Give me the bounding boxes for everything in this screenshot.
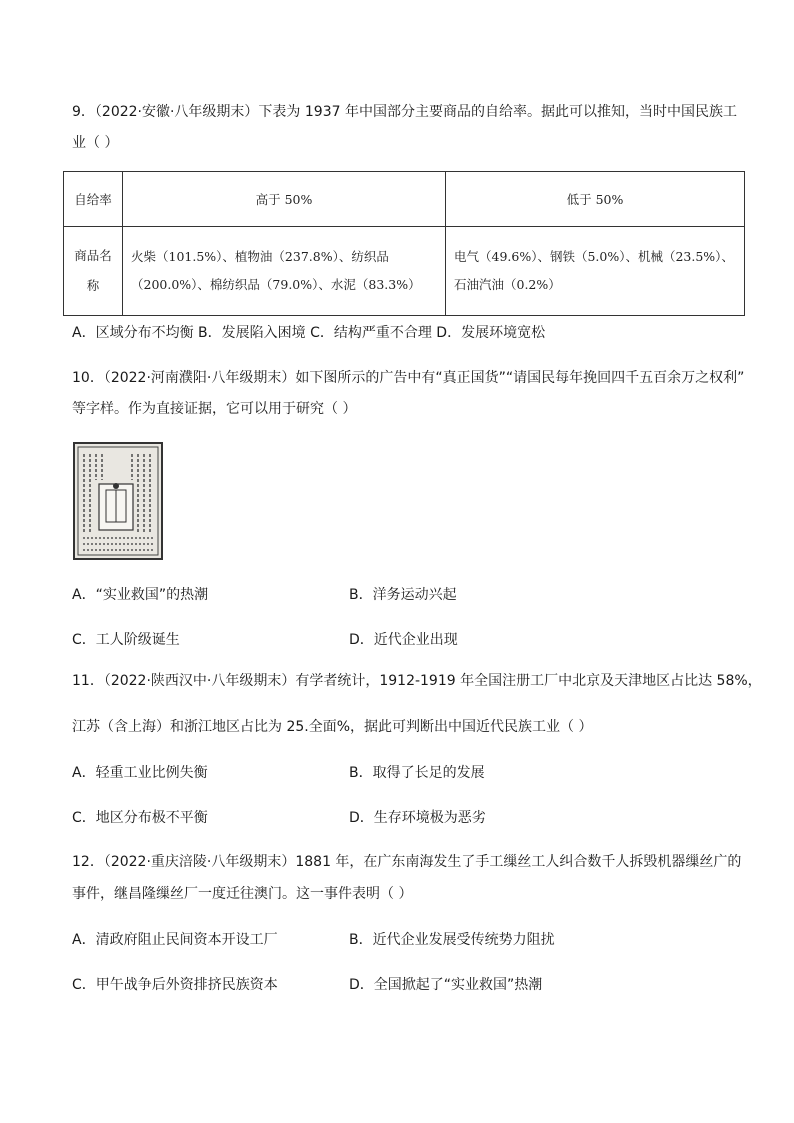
row-label-line-1: 商品名 xyxy=(74,248,112,263)
table-cell-high xyxy=(123,227,446,316)
q10-option-d: D．近代企业出现 xyxy=(349,632,458,648)
q9-options: A．区域分布不均衡 B．发展陷入困境 C．结构严重不合理 D．发展环境宽松 xyxy=(72,325,546,341)
q9-table xyxy=(63,171,745,316)
low-line-1: 电气（49.6%）、钢铁（5.0%）、机械（23.5%）、 xyxy=(454,249,734,264)
q10-option-c: C．工人阶级诞生 xyxy=(72,632,180,648)
q9-stem-line-1: 9．（2022·安徽·八年级期末）下表为 1937 年中国部分主要商品的自给率。据此可以推知，当时中国民族工 xyxy=(72,104,737,120)
q12-option-b: B．近代企业发展受传统势力阻扰 xyxy=(349,932,555,948)
q12-stem-line-2: 事件，继昌隆缫丝厂一度迁往澳门。这一事件表明（ ） xyxy=(72,886,413,902)
advertisement-illustration xyxy=(75,444,161,558)
q11-stem-line-1: 11．（2022·陕西汉中·八年级期末）有学者统计，1912-1919 年全国注册工厂中北京及天津地区占比达 58%， xyxy=(72,673,762,689)
advertisement-image xyxy=(73,442,163,560)
q12-option-d: D．全国掀起了“实业救国”热潮 xyxy=(349,977,543,993)
q11-option-d: D．生存环境极为恶劣 xyxy=(349,810,486,826)
q11-option-c: C．地区分布极不平衡 xyxy=(72,810,208,826)
high-line-1: 火柴（101.5%）、植物油（237.8%）、纺织品 xyxy=(131,249,389,264)
low-line-2: 石油汽油（0.2%） xyxy=(454,277,561,292)
q10-option-a: A．“实业救国”的热潮 xyxy=(72,587,209,603)
q12-option-a: A．清政府阻止民间资本开设工厂 xyxy=(72,932,278,948)
table-col-high: 高于 50% xyxy=(123,172,446,227)
high-line-2: （200.0%）、棉纺织品（79.0%）、水泥（83.3%） xyxy=(131,277,421,292)
q10-stem-line-2: 等字样。作为直接证据，它可以用于研究（ ） xyxy=(72,401,357,417)
q10-option-b: B．洋务运动兴起 xyxy=(349,587,457,603)
table-col-low: 低于 50% xyxy=(446,172,745,227)
table-row-label xyxy=(64,227,123,316)
q11-stem-line-2: 江苏（含上海）和浙江地区占比为 25.全面%，据此可判断出中国近代民族工业（ ） xyxy=(72,719,593,735)
table-header-row xyxy=(64,172,745,227)
q12-option-c: C．甲午战争后外资排挤民族资本 xyxy=(72,977,278,993)
q9-stem-line-2: 业（ ） xyxy=(72,135,119,151)
table-row xyxy=(64,227,745,316)
table-cell-low xyxy=(446,227,745,316)
q12-stem-line-1: 12．（2022·重庆涪陵·八年级期末）1881 年，在广东南海发生了手工缫丝工人纠合数千人拆毁机器缫丝广的 xyxy=(72,854,742,870)
row-label-line-2: 称 xyxy=(86,278,100,293)
q11-option-b: B．取得了长足的发展 xyxy=(349,765,485,781)
q11-option-a: A．轻重工业比例失衡 xyxy=(72,765,208,781)
table-head-label: 自给率 xyxy=(64,172,123,227)
q10-stem-line-1: 10．（2022·河南濮阳·八年级期末）如下图所示的广告中有“真正国货”“请国民每年挽回四千五百余万之权利” xyxy=(72,370,745,386)
